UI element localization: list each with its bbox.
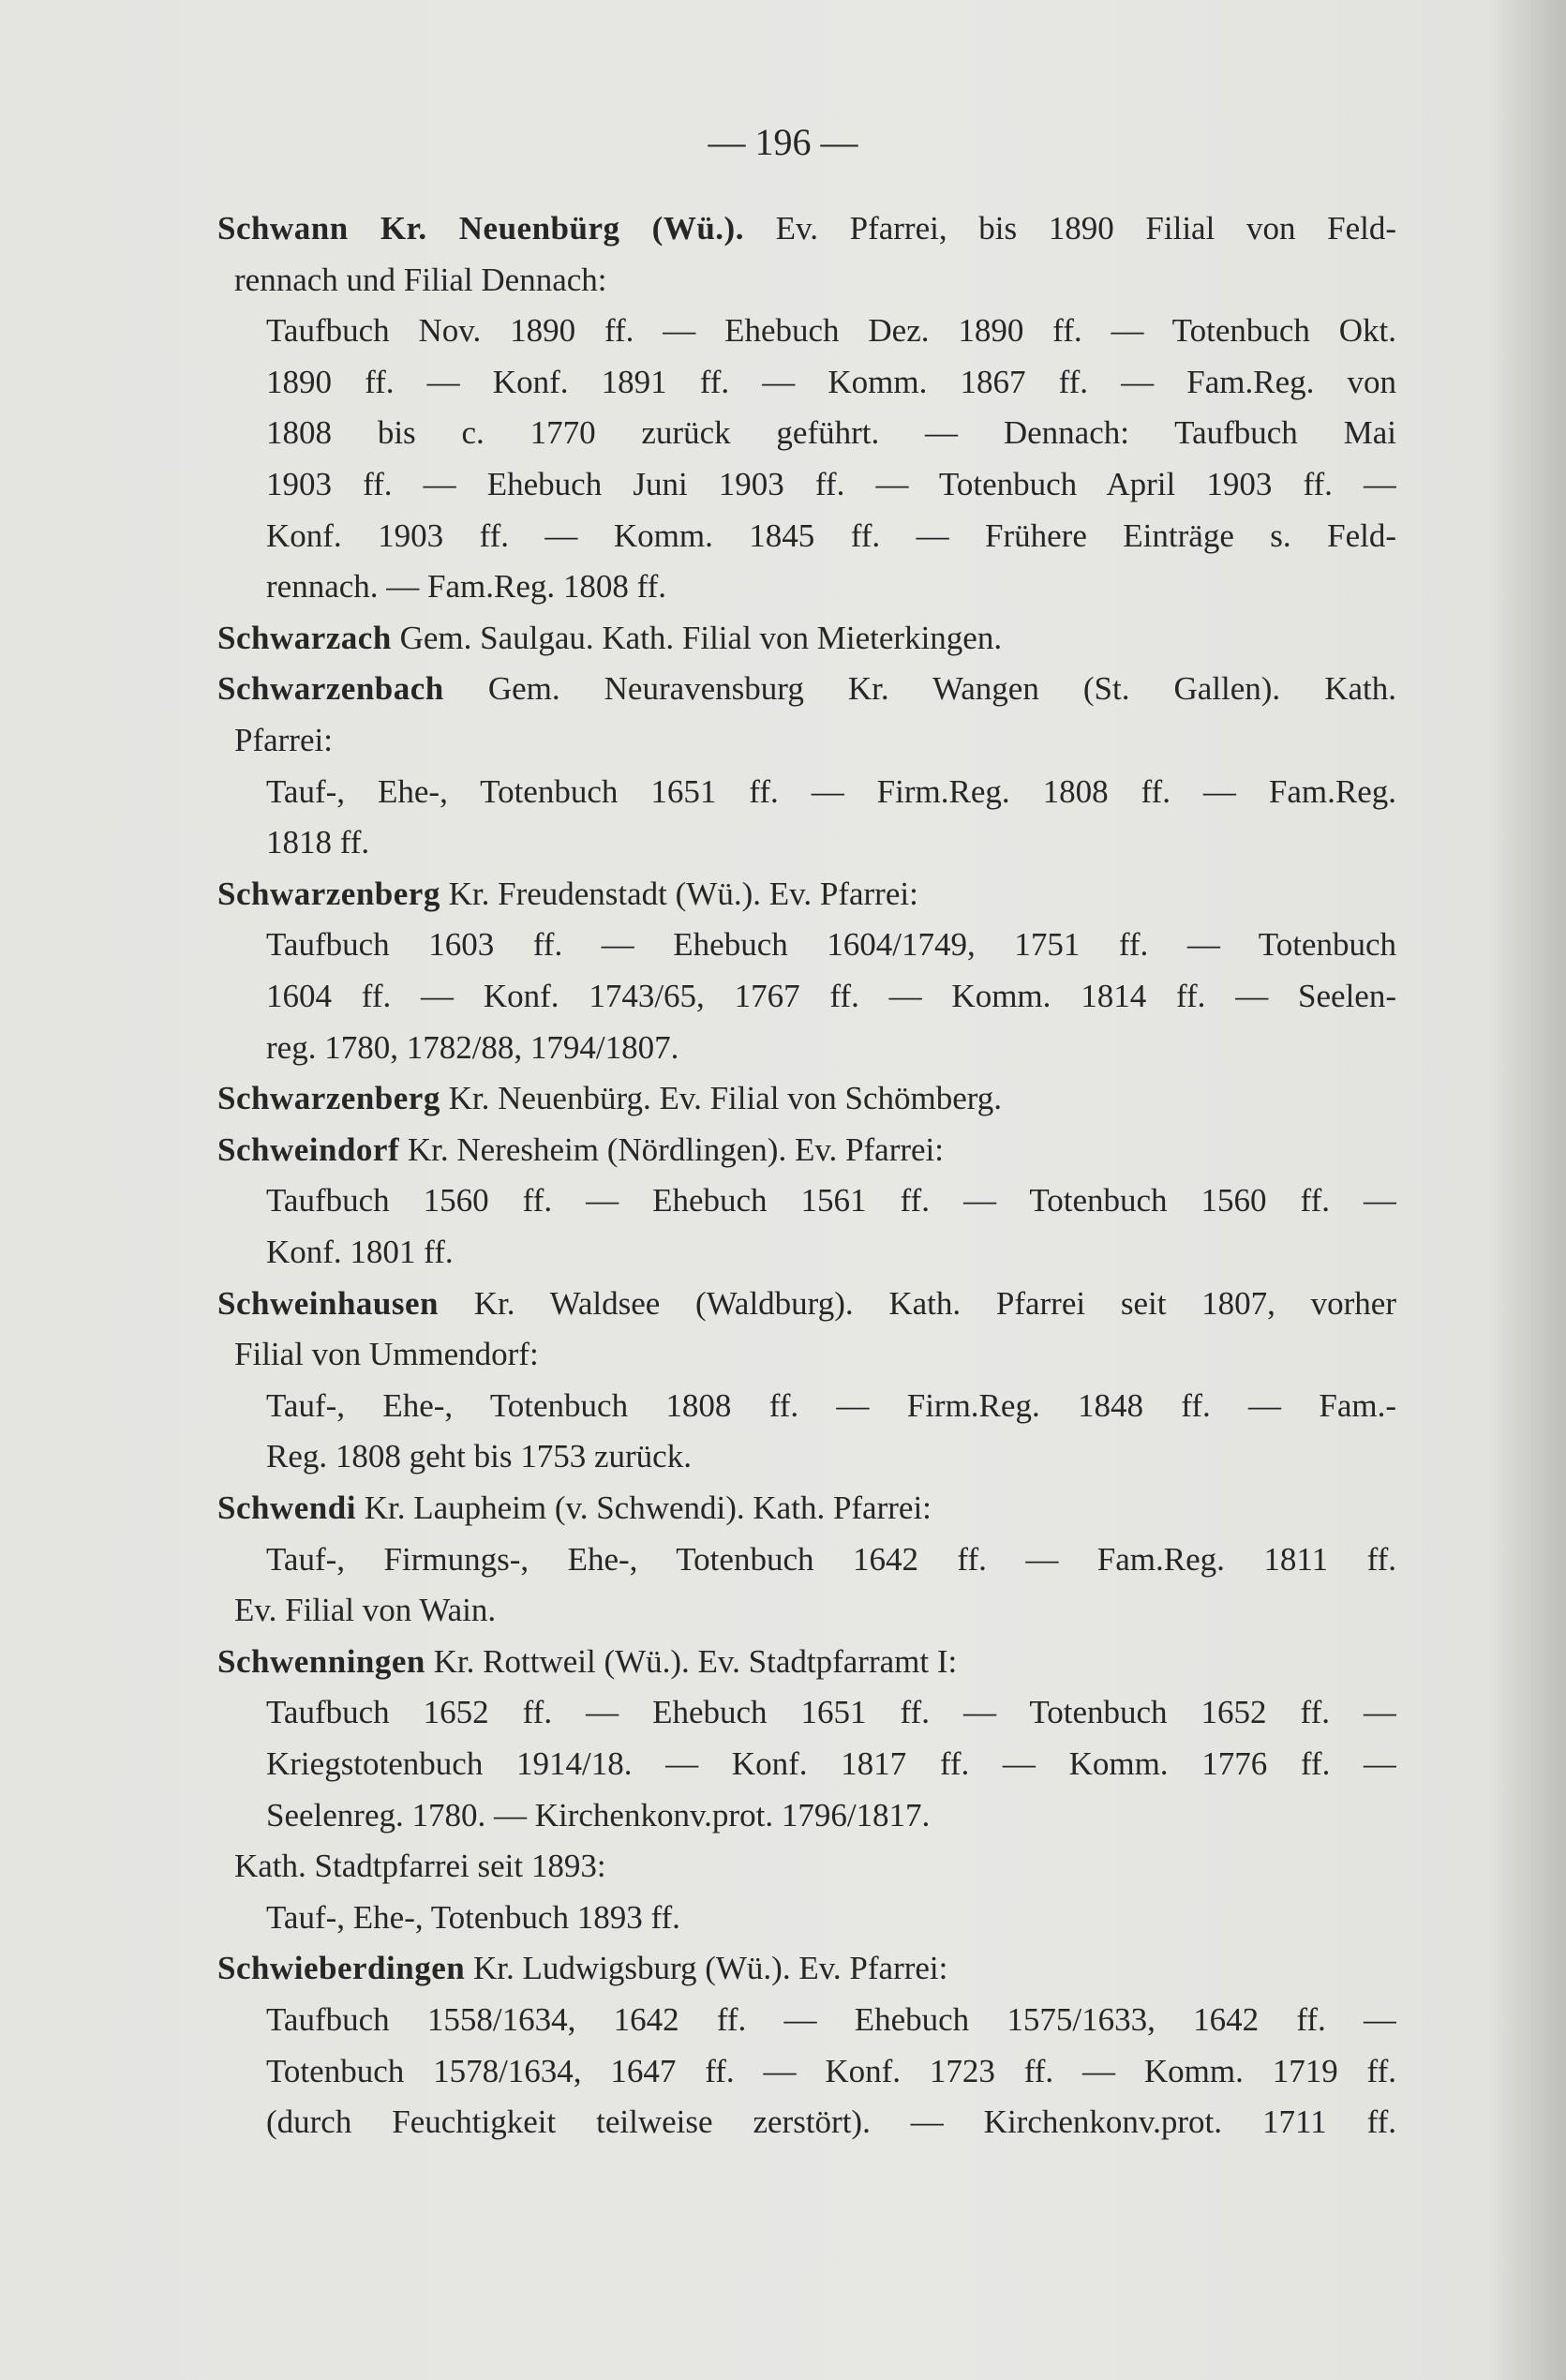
entry-text: Taufbuch 1558/1634, 1642 ff. — Ehebuch 1575/1633, 1642 ff. — — [266, 2001, 1396, 2038]
entry-text: Filial von Ummendorf: — [234, 1336, 539, 1373]
place-name: Schweindorf — [217, 1130, 400, 1168]
entry-text: (durch Feuchtigkeit teilweise zerstört). — Kirchenkonv.prot. 1711 ff. — [266, 2103, 1396, 2141]
entry-text: Kath. Stadtpfarrei seit 1893: — [234, 1848, 606, 1885]
entry-text-line — [266, 1430, 1396, 1482]
entry-text: 1808 bis c. 1770 zurück geführt. — Dennach: Taufbuch Mai — [266, 414, 1396, 452]
entry-text: 1890 ff. — Konf. 1891 ff. — Komm. 1867 ff. — Fam.Reg. von — [266, 363, 1396, 400]
entry-text: Kr. Neuenbürg. Ev. Filial von Schömberg. — [448, 1080, 1003, 1117]
place-name: Schwendi — [217, 1489, 356, 1526]
entry-text: Totenbuch 1578/1634, 1647 ff. — Konf. 1723 ff. — Komm. 1719 ff. — [266, 2052, 1396, 2089]
entry-text: Kr. Waldsee (Waldburg). Kath. Pfarrei seit 1807, vorher — [473, 1284, 1396, 1322]
entry-text: Konf. 1801 ff. — [266, 1234, 454, 1270]
entry-text-line — [266, 1994, 1396, 2045]
entry-text-line — [266, 766, 1396, 817]
entry-text: 1818 ff. — [266, 824, 370, 861]
entry-text-line — [234, 1584, 1396, 1636]
entry-text-line — [266, 816, 1396, 868]
entry-heading-line — [217, 612, 1396, 664]
entry-text-line — [266, 1175, 1396, 1226]
entry-text: Kr. Ludwigsburg (Wü.). Ev. Pfarrei: — [472, 1950, 948, 1987]
entry-text-line — [234, 714, 1396, 766]
entry-text-line — [266, 1534, 1396, 1585]
place-name: Schwarzach — [217, 619, 392, 656]
place-name: Schwenningen — [217, 1642, 425, 1680]
entry-text: Seelenreg. 1780. — Kirchenkonv.prot. 1796/1817. — [266, 1796, 931, 1834]
entry-text-line — [266, 2096, 1396, 2148]
entry-text-line — [266, 561, 1396, 612]
entry-text: Taufbuch 1560 ff. — Ehebuch 1561 ff. — Totenbuch 1560 ff. — — [266, 1182, 1396, 1220]
entry-heading-line — [217, 868, 1396, 920]
entry-heading-line — [217, 663, 1396, 714]
entry-text-line — [266, 1789, 1396, 1841]
entry-text: Ev. Filial von Wain. — [234, 1592, 497, 1629]
entry-heading-line — [217, 1124, 1396, 1175]
entry-text-line — [266, 510, 1396, 561]
entry-text: Taufbuch Nov. 1890 ff. — Ehebuch Dez. 1890 ff. — Totenbuch Okt. — [266, 312, 1396, 350]
entry-heading-line — [217, 202, 1396, 254]
entry-text: Pfarrei: — [234, 722, 333, 758]
entry-heading-line — [217, 1942, 1396, 1994]
entry-text-line — [234, 254, 1396, 306]
entry-text: Gem. Saulgau. Kath. Filial von Mieterkingen. — [399, 619, 1003, 656]
entry-text: Kr. Freudenstadt (Wü.). Ev. Pfarrei: — [448, 875, 918, 912]
page-number: — 196 — — [708, 121, 858, 163]
entry-heading-line — [217, 1278, 1396, 1329]
entry-text-line — [266, 919, 1396, 970]
entry-text: Konf. 1903 ff. — Komm. 1845 ff. — Frühere Einträge s. Feld- — [266, 516, 1396, 554]
entry-text-line — [266, 305, 1396, 356]
entry-text: Kr. Neresheim (Nördlingen). Ev. Pfarrei: — [407, 1130, 945, 1168]
entry-text-line — [266, 1892, 1396, 1943]
entry-heading-line — [217, 1072, 1396, 1124]
entry-text: Ev. Pfarrei, bis 1890 Filial von Feld- — [775, 210, 1396, 247]
entry-text: Reg. 1808 geht bis 1753 zurück. — [266, 1438, 692, 1475]
entry-text-line — [266, 407, 1396, 458]
entry-text: 1903 ff. — Ehebuch Juni 1903 ff. — Totenbuch April 1903 ff. — — [266, 466, 1396, 502]
entry-text: reg. 1780, 1782/88, 1794/1807. — [266, 1028, 679, 1066]
entry-text-line — [266, 970, 1396, 1022]
entry-text: 1604 ff. — Konf. 1743/65, 1767 ff. — Komm. 1814 ff. — Seelen- — [266, 978, 1396, 1014]
entry-text: Kriegstotenbuch 1914/18. — Konf. 1817 ff. — Komm. 1776 ff. — — [266, 1745, 1396, 1782]
entry-text: Taufbuch 1652 ff. — Ehebuch 1651 ff. — Totenbuch 1652 ff. — — [266, 1694, 1396, 1731]
place-name: Schwieberdingen — [217, 1950, 466, 1987]
place-name: Schwarzenberg — [217, 1080, 440, 1117]
entry-text-line — [266, 458, 1396, 510]
entry-text-line — [266, 2045, 1396, 2097]
place-name: Schwarzenberg — [217, 875, 440, 912]
entry-text: Gem. Neuravensburg Kr. Wangen (St. Gallen). Kath. — [487, 670, 1396, 708]
entry-text-line — [266, 356, 1396, 408]
entry-text-line — [266, 1738, 1396, 1789]
entry-text: rennach. — Fam.Reg. 1808 ff. — [266, 568, 667, 606]
entry-text-line — [266, 1226, 1396, 1278]
entry-text: Tauf-, Ehe-, Totenbuch 1893 ff. — [266, 1898, 680, 1936]
entry-text: Tauf-, Ehe-, Totenbuch 1651 ff. — Firm.Reg. 1808 ff. — Fam.Reg. — [266, 772, 1396, 810]
entry-heading-line — [217, 1482, 1396, 1534]
entry-text: Tauf-, Firmungs-, Ehe-, Totenbuch 1642 ff. — Fam.Reg. 1811 ff. — [266, 1540, 1396, 1578]
place-name: Schwarzenbach — [217, 670, 444, 708]
entry-text-line — [266, 1022, 1396, 1073]
place-name: Schwann Kr. Neuenbürg (Wü.). — [217, 210, 744, 247]
place-name: Schweinhausen — [217, 1284, 440, 1322]
entry-text-line — [266, 1380, 1396, 1431]
entry-text: Tauf-, Ehe-, Totenbuch 1808 ff. — Firm.Reg. 1848 ff. — Fam.- — [266, 1386, 1396, 1424]
entry-text: Kr. Laupheim (v. Schwendi). Kath. Pfarrei: — [364, 1489, 932, 1526]
entry-text-line — [234, 1840, 1396, 1892]
entry-text: rennach und Filial Dennach: — [234, 261, 607, 298]
entry-text: Kr. Rottweil (Wü.). Ev. Stadtpfarramt I: — [433, 1642, 958, 1680]
entry-heading-line — [217, 1636, 1396, 1687]
entry-text-line — [234, 1328, 1396, 1380]
entry-text: Taufbuch 1603 ff. — Ehebuch 1604/1749, 1751 ff. — Totenbuch — [266, 926, 1396, 964]
entry-text-line — [266, 1686, 1396, 1738]
